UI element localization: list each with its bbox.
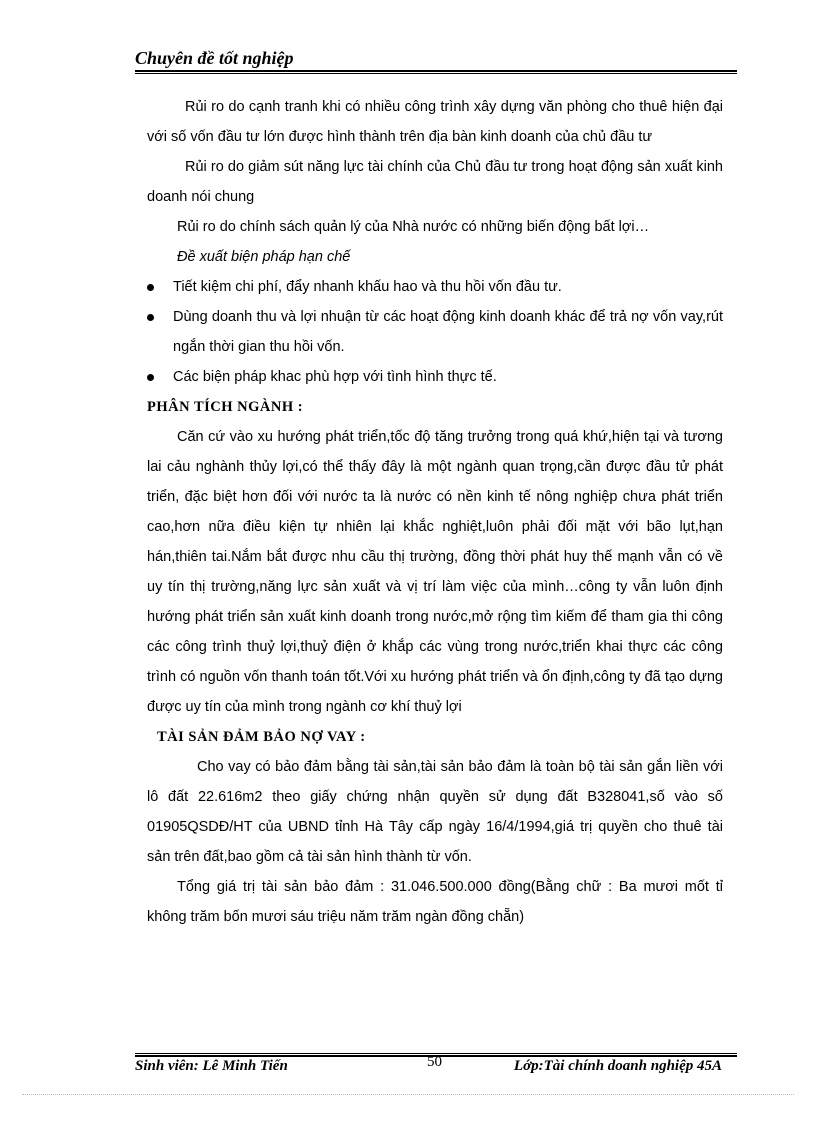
collateral-heading: TÀI SẢN ĐẢM BẢO NỢ VAY : (157, 729, 366, 745)
document-body (147, 92, 723, 932)
header-rule-thin (135, 73, 737, 74)
bullet-text: Các biện pháp khac phù hợp với tình hình thực tế. (173, 369, 497, 385)
industry-heading: PHÂN TÍCH NGÀNH : (147, 399, 304, 415)
bullet-icon (147, 314, 154, 321)
bullet-item (147, 362, 723, 392)
risk-paragraph-3: Rủi ro do chính sách quản lý của Nhà nước có những biến động bất lợi… (177, 219, 650, 235)
bullet-icon (147, 374, 154, 381)
bullet-icon (147, 284, 154, 291)
page-number: 50 (427, 1054, 442, 1070)
header-rule (135, 70, 737, 72)
footer-student: Sinh viên: Lê Minh Tiến (135, 1058, 288, 1074)
bullet-item (147, 302, 723, 362)
risk-paragraph-2: Rủi ro do giảm sút năng lực tài chính của Chủ đầu tư trong hoạt động sản xuất kinh doanh nói chung (147, 159, 723, 205)
industry-paragraph: Căn cứ vào xu hướng phát triển,tốc độ tăng trưởng trong quá khứ,hiện tại và tương lai cảu nghành thủy lợi,có thể thấy đây là một ngành quan trọng,cần được đầu tử phát triển, đặc biệt hơn đối với nước ta là nước có nền kinh tế nông nghiệp chưa phát triển cao,hơn nữa điều kiện tự nhiên lại khắc nghiệt,luôn phải đối mặt với bão lụt,hạn hán,thiên tai.Nắm bắt được nhu cầu thị trường, đồng thời phát huy thế mạnh vẫn có về uy tín thị trường,năng lực sản xuất và vị trí làm việc của mình…công ty vẫn luôn định hướng phát triển sản xuất kinh doanh trong nước,mở rộng tìm kiếm để tham gia thi công các công trình thuỷ lợi,thuỷ điện ở khắp các vùng trong nước,triển khai thực các công trình có nguồn vốn thanh toán tốt.Với xu hướng phát triển và ổn định,công ty đã tạo dựng được uy tín của mình trong ngành cơ khí thuỷ lợi (147, 429, 723, 715)
collateral-paragraph: Cho vay có bảo đảm bằng tài sản,tài sản bảo đảm là toàn bộ tài sản gắn liền với lô đất 22.616m2 theo giấy chứng nhận quyền sử dụng đất B328041,số vào số 01905QSDĐ/HT của UBND tỉnh Hà Tây cấp ngày 16/4/1994,giá trị quyền cho thuê tài sản trên đất,bao gồm cả tài sản hình thành từ vốn. (147, 759, 723, 865)
footer-class: Lớp:Tài chính doanh nghiệp 45A (513, 1058, 722, 1074)
risk-paragraph-1: Rủi ro do cạnh tranh khi có nhiều công trình xây dựng văn phòng cho thuê hiện đại với số vốn đầu tư lớn được hình thành trên địa bàn kinh doanh của chủ đầu tư (147, 99, 723, 145)
bullet-text: Dùng doanh thu và lợi nhuận từ các hoạt động kinh doanh khác để trả nợ vốn vay,rút ngắn thời gian thu hồi vốn. (173, 309, 723, 355)
header-title: Chuyên đề tốt nghiệp (135, 48, 294, 68)
bullet-text: Tiết kiệm chi phí, đẩy nhanh khấu hao và thu hồi vốn đầu tư. (173, 279, 562, 295)
proposal-heading: Đề xuất biện pháp hạn chế (177, 249, 351, 265)
total-value-paragraph: Tổng giá trị tài sản bảo đảm : 31.046.500.000 đồng(Bằng chữ : Ba mươi mốt tỉ không trăm bốn mươi sáu triệu năm trăm ngàn đồng chẵn) (147, 879, 723, 925)
page-edge (22, 1094, 794, 1095)
bullet-item (147, 272, 723, 302)
